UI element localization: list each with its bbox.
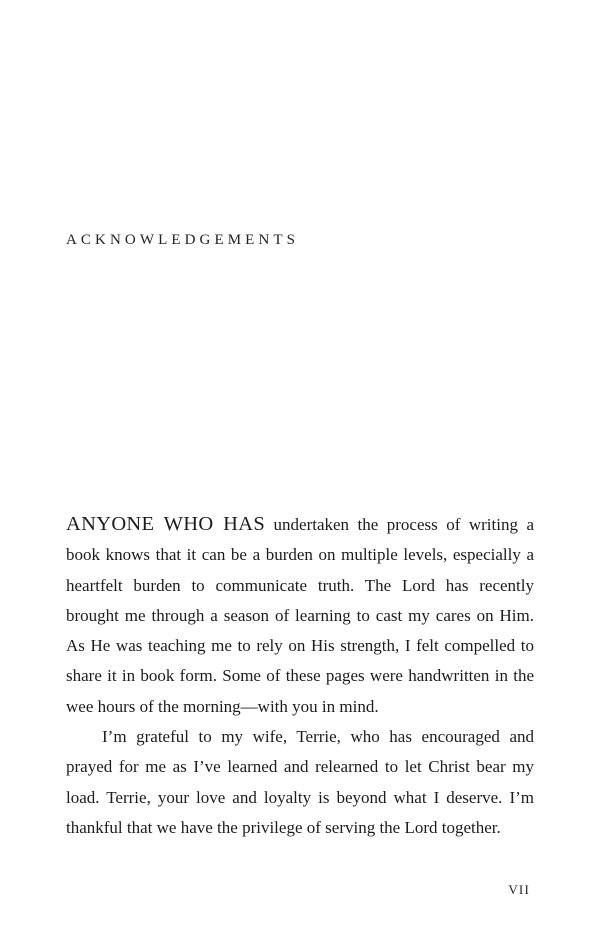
chapter-heading: ACKNOWLEDGEMENTS	[66, 232, 300, 248]
paragraph-2: I’m grateful to my wife, Terrie, who has encouraged and prayed for me as I’ve learned and relearned to let Christ bear my load. Terrie, your love and loyalty is beyond what I deserve. I’m thankful that we have the privilege of serving the Lord together.	[66, 727, 534, 837]
paragraph-lead-in: ANYONE WHO HAS	[66, 513, 266, 535]
paragraph-1	[66, 509, 534, 722]
page-number: VII	[508, 882, 530, 897]
acknowledgements-body	[66, 509, 534, 843]
paragraph-1-text: undertaken the process of writing a book knows that it can be a burden on multiple levels, especially a heartfelt burden to communicate truth. The Lord has recently brought me through a season of learning to cast my cares on Him. As He was teaching me to rely on His strength, I felt compelled to share it in book form. Some of these pages were handwritten in the wee hours of the morning—with you in mind.	[66, 515, 534, 716]
